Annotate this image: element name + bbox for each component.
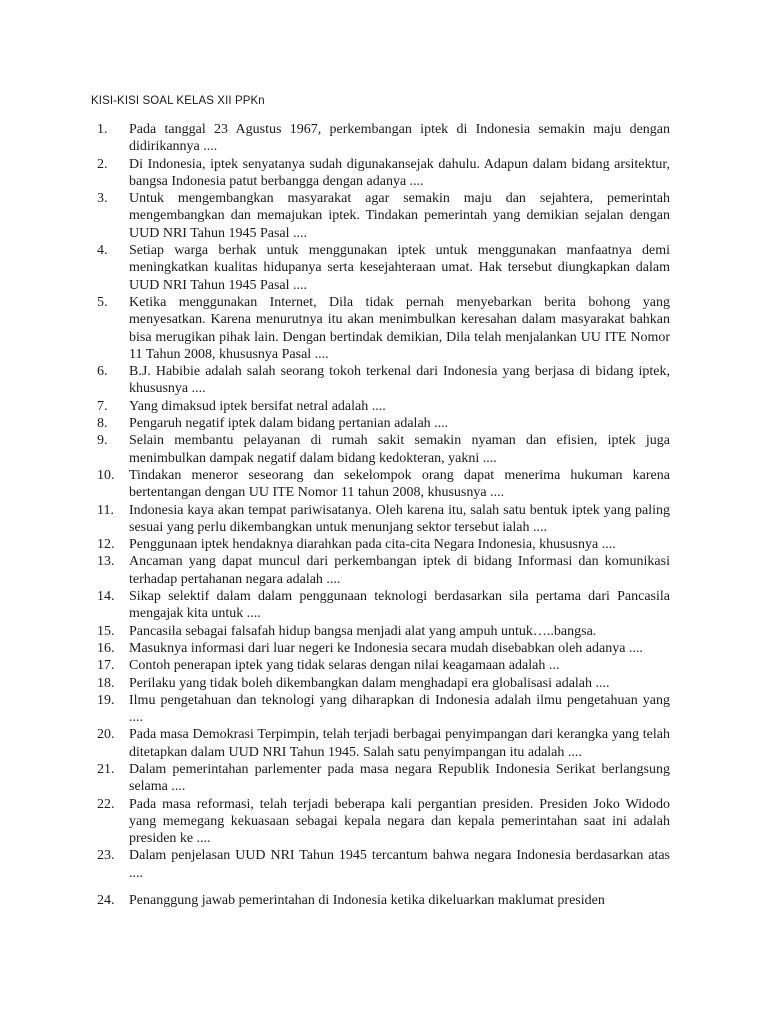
question-text: Masuknya informasi dari luar negeri ke Indonesia secara mudah disebabkan oleh adanya .... (129, 640, 643, 656)
question-item (0, 796, 768, 848)
question-text: Penggunaan iptek hendaknya diarahkan pada cita-cita Negara Indonesia, khususnya .... (129, 537, 616, 553)
question-text: Penanggung jawab pemerintahan di Indonesia ketika dikeluarkan maklumat presiden (129, 893, 605, 909)
question-item (0, 294, 768, 363)
question-text: Perilaku yang tidak boleh dikembangkan dalam menghadapi era globalisasi adalah .... (129, 675, 610, 691)
question-number: 19. (97, 692, 115, 708)
question-item (0, 190, 768, 242)
question-number: 6. (97, 364, 108, 380)
question-item (0, 432, 768, 467)
question-text: Pada tanggal 23 Agustus 1967, perkembangan iptek di Indonesia semakin maju dengan didirikannya .... (129, 122, 670, 155)
question-number: 1. (97, 122, 108, 137)
question-text: Ketika menggunakan Internet, Dila tidak pernah menyebarkan berita bohong yang menyesatkan. Karena menurutnya itu akan menimbulkan keresahan dalam masyarakat bahkan bisa merugikan pihak lain. Dengan bertindak demikian, Dila telah menjalankan UU ITE Nomor 11 Tahun 2008, khususnya Pasal .... (129, 294, 670, 362)
question-item (0, 761, 768, 796)
question-item (0, 536, 768, 553)
question-item (0, 657, 768, 674)
question-item (0, 398, 768, 415)
question-number: 13. (97, 554, 115, 570)
question-text: Pada masa reformasi, telah terjadi beberapa kali pergantian presiden. Presiden Joko Widodo yang memegang kekuasaan sebagai kepala negara dan kepala pemerintahan saat ini adalah presiden ke .... (129, 796, 670, 847)
question-number: 24. (97, 893, 115, 909)
question-number: 21. (97, 761, 115, 777)
question-number: 4. (97, 243, 108, 259)
question-text: Pengaruh negatif iptek dalam bidang pertanian adalah .... (129, 416, 449, 432)
question-text: B.J. Habibie adalah salah seorang tokoh terkenal dari Indonesia yang berjasa di bidang iptek, khususnya .... (129, 364, 670, 397)
question-item (0, 502, 768, 537)
question-item (0, 892, 768, 909)
question-number: 5. (97, 294, 108, 310)
question-item (0, 588, 768, 623)
question-item (0, 415, 768, 432)
question-item (0, 156, 768, 191)
question-text: Pada masa Demokrasi Terpimpin, telah terjadi berbagai penyimpangan dari kerangka yang telah ditetapkan dalam UUD NRI Tahun 1945. Salah satu penyimpangan itu adalah .... (129, 727, 670, 760)
question-text: Selain membantu pelayanan di rumah sakit semakin nyaman dan efisien, iptek juga menimbulkan dampak negatif dalam bidang kedokteran, yakni .... (129, 433, 670, 466)
question-item (0, 692, 768, 727)
question-text: Yang dimaksud iptek bersifat netral adalah .... (129, 398, 386, 414)
question-number: 20. (97, 727, 115, 743)
question-item (0, 640, 768, 657)
question-item (0, 847, 768, 882)
question-text: Sikap selektif dalam dalam penggunaan teknologi berdasarkan sila pertama dari Pancasila mengajak kita untuk .... (129, 589, 670, 622)
question-number: 23. (97, 848, 115, 864)
question-number: 11. (97, 502, 114, 518)
question-text: Di Indonesia, iptek senyatanya sudah digunakansejak dahulu. Adapun dalam bidang arsitektur, bangsa Indonesia patut berbangga dengan adanya .... (129, 156, 670, 189)
question-text: Contoh penerapan iptek yang tidak selaras dengan nilai keagamaan adalah ... (129, 658, 560, 674)
question-text: Indonesia kaya akan tempat pariwisatanya. Oleh karena itu, salah satu bentuk iptek yang paling sesuai yang perlu dikembangkan untuk menunjang sektor tersebut ialah .... (129, 502, 670, 535)
question-number: 22. (97, 796, 115, 812)
question-number: 7. (97, 398, 108, 414)
question-text: Ancaman yang dapat muncul dari perkembangan iptek di bidang Informasi dan komunikasi terhadap pertahanan negara adalah .... (129, 554, 670, 587)
question-number: 18. (97, 675, 115, 691)
document-title: KISI-KISI SOAL KELAS XII PPKn (91, 95, 265, 107)
question-number: 10. (97, 467, 115, 483)
question-item (0, 553, 768, 588)
question-number: 9. (97, 433, 108, 449)
question-number: 12. (97, 537, 115, 553)
question-number: 8. (97, 416, 108, 432)
question-item (0, 242, 768, 294)
question-text: Dalam penjelasan UUD NRI Tahun 1945 tercantum bahwa negara Indonesia berdasarkan atas .... (129, 848, 670, 881)
question-number: 15. (97, 623, 115, 639)
question-number: 17. (97, 658, 115, 674)
question-number: 14. (97, 589, 115, 605)
question-text: Untuk mengembangkan masyarakat agar semakin maju dan sejahtera, pemerintah mengembangkan dan memajukan iptek. Tindakan pemerintah yang demikian sejalan dengan UUD NRI Tahun 1945 Pasal .... (129, 191, 670, 241)
question-text: Pancasila sebagai falsafah hidup bangsa menjadi alat yang ampuh untuk…..bangsa. (129, 623, 597, 639)
question-text: Dalam pemerintahan parlementer pada masa negara Republik Indonesia Serikat berlangsung selama .... (129, 761, 670, 795)
question-item (0, 675, 768, 692)
question-number: 3. (97, 191, 108, 207)
question-number: 2. (97, 156, 108, 172)
question-item (0, 623, 768, 640)
question-text: Tindakan meneror seseorang dan sekelompok orang dapat menerima hukuman karena bertentangan dengan UU ITE Nomor 11 tahun 2008, khususnya .... (129, 467, 670, 501)
question-item (0, 467, 768, 502)
question-list (0, 121, 768, 909)
question-item (0, 121, 768, 156)
question-item (0, 363, 768, 398)
question-text: Setiap warga berhak untuk menggunakan iptek untuk menggunakan manfaatnya demi meningkatkan kualitas hidupanya serta kesejahteraan umat. Hak tersebut diungkapkan dalam UUD NRI Tahun 1945 Pasal .... (129, 243, 670, 293)
question-text: Ilmu pengetahuan dan teknologi yang diharapkan di Indonesia adalah ilmu pengetahuan yang .... (129, 692, 670, 726)
question-number: 16. (97, 640, 115, 656)
question-item (0, 726, 768, 761)
